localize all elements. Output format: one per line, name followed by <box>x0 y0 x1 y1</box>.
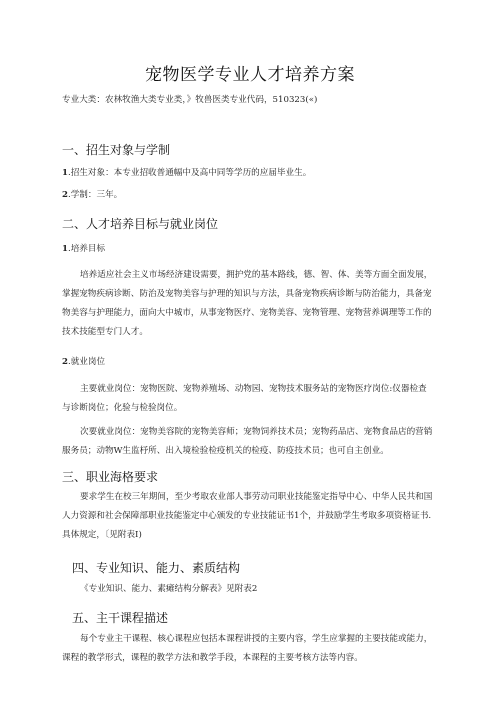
item-number: 2 <box>62 357 68 367</box>
enrollment-target <box>62 166 482 178</box>
section-heading-4: 四、专业知识、能力、素质结构 <box>72 561 241 575</box>
paragraph-line: 人力资源和社会保障部职业技能鉴定中心颁发的专业技能证书1个，并鼓励学生考取多项资格证书. <box>62 511 432 521</box>
section-heading-5: 五、主干课程描述 <box>72 611 169 625</box>
subheading-employment <box>62 355 482 367</box>
paragraph-line: 物美容与护理能力，面向大中城市，从事宠物医疗、宠物美容、宠物管理、宠物营养调理等工作的 <box>62 308 432 318</box>
item-number: 2 <box>62 190 68 200</box>
subheading-training-goal <box>62 242 482 254</box>
section-heading-1: 一、招生对象与学制 <box>62 143 171 157</box>
page-title: 宠物医学专业人才培养方案 <box>145 65 355 85</box>
paragraph-line: 掌握宠物疾病诊断、防治及宠物美容与护理的知识与方法，具备宠物疾病诊断与防治能力，具备宠 <box>62 289 432 299</box>
paragraph-line: 与诊断岗位；化验与检验岗位。 <box>62 403 183 413</box>
item-text: .学制：三年。 <box>67 190 123 200</box>
paragraph-line: 课程的教学形式，课程的教学方法和教学手段，本课程的主要考核方法等内容。 <box>62 653 363 663</box>
paragraph-line: 《专业知识、能力、素瘫结构分解表》见附表2 <box>80 584 258 594</box>
paragraph-line: 具体规定，〔见附表I) <box>62 530 142 540</box>
major-info: 专业大类：农林牧渔大类专业类，》牧兽医类专业代码，510323(«) <box>62 95 318 105</box>
item-number: 1 <box>62 244 68 254</box>
paragraph-line: 次要就业岗位：宠物美容院的宠物美容师；宠物饲养技术员；宠物药品店、宠物食品店的营销 <box>80 427 433 437</box>
paragraph-line: 服务员；动物W生监杼所、出入境检验检疫机关的检疫、防疫技术员；也可自主创业。 <box>62 446 389 456</box>
item-text: .招生对象：本专业招收普通幅中及高中同等学历的应届毕业生。 <box>67 168 312 178</box>
paragraph-line: 技术技能型专门人才。 <box>62 327 148 337</box>
paragraph-line: 培养适应社会主义市场经济建设需要，拥护党的基本路线，德、智、体、美等方面全面发展， <box>80 270 433 280</box>
paragraph-line: 每个专业主干课程、核心课程应包括本课程讲授的主要内容，学生应掌握的主要技能或能力， <box>80 634 433 644</box>
paragraph-line: 要求学生在校三年期间，至少考取农业部人事劳动司职业技能鉴定指导中心、中华人民共和国 <box>80 492 433 502</box>
courses-paragraph <box>62 630 460 668</box>
secondary-employment-paragraph <box>62 423 460 461</box>
qualification-paragraph <box>62 488 460 545</box>
section-heading-3: 三、职业海格要求 <box>62 470 159 484</box>
structure-paragraph <box>62 580 460 599</box>
main-employment-paragraph <box>62 380 460 418</box>
training-goal-paragraph <box>62 266 460 342</box>
paragraph-line: 主要就业岗位：宠物医院、宠物养殖场、动物园、宠物技术服务站的宠物医疗岗位:仪器检查 <box>80 384 427 394</box>
study-duration <box>62 188 482 200</box>
item-text: .就业岗位 <box>67 357 106 367</box>
item-text: .培养目标 <box>67 244 106 254</box>
item-number: 1 <box>62 168 68 178</box>
section-heading-2: 二、人才培养目标与就业岗位 <box>62 217 219 231</box>
